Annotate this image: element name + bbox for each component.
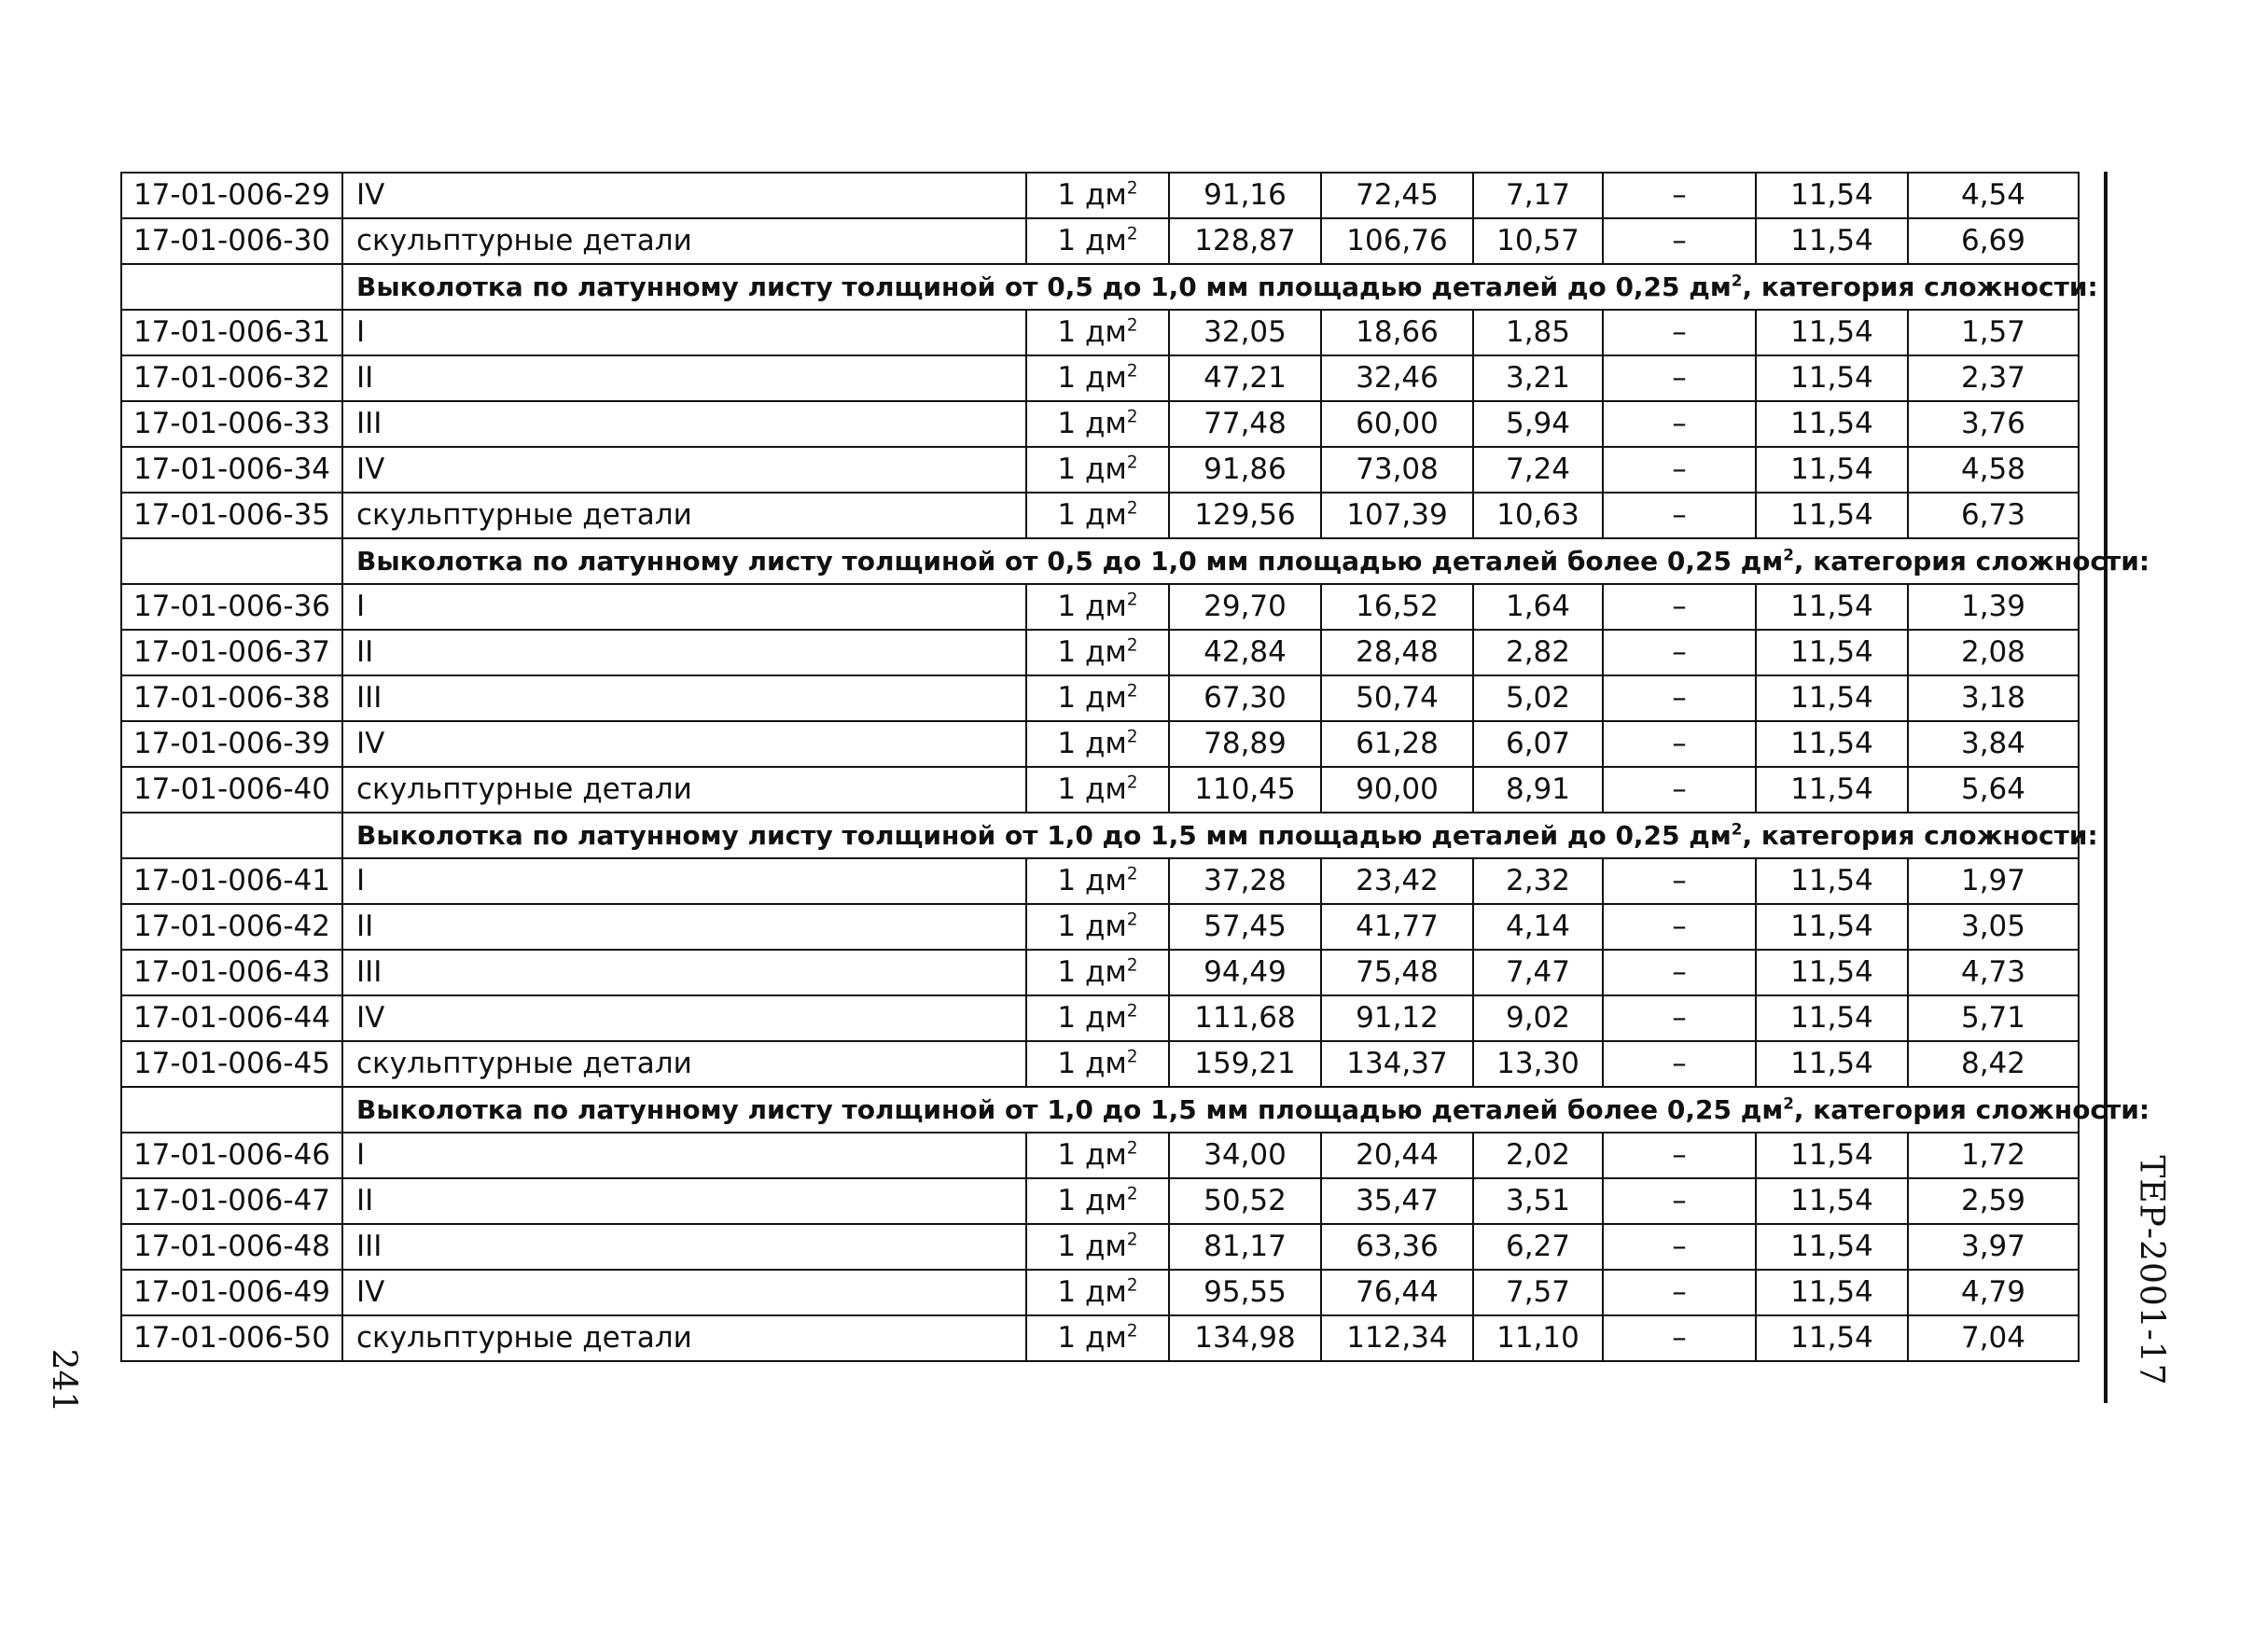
value-cell-4: – [1603, 1178, 1756, 1224]
unit-exponent: 2 [1126, 1321, 1138, 1342]
value-cell-4: – [1603, 173, 1756, 218]
section-title [342, 813, 2098, 858]
value-cell-4: – [1603, 858, 1756, 904]
unit-base: 1 дм [1057, 1047, 1127, 1080]
table-row [121, 675, 2079, 721]
unit-exponent: 2 [1126, 727, 1138, 747]
value-cell-6: 1,97 [1908, 858, 2079, 904]
unit-base: 1 дм [1057, 407, 1127, 440]
value-cell-3: 7,47 [1473, 950, 1603, 995]
value-cell-5: 11,54 [1756, 630, 1908, 675]
value-cell-1: 95,55 [1169, 1270, 1321, 1315]
unit-cell [1026, 767, 1169, 813]
section-header-row [121, 813, 2079, 858]
value-cell-3: 6,27 [1473, 1224, 1603, 1270]
value-cell-2: 106,76 [1321, 218, 1473, 264]
table-row [121, 1133, 2079, 1178]
description-cell: II [342, 630, 1026, 675]
unit-cell [1026, 1224, 1169, 1270]
value-cell-5: 11,54 [1756, 904, 1908, 950]
value-cell-3: 9,02 [1473, 995, 1603, 1041]
unit-base: 1 дм [1057, 681, 1127, 715]
table-row [121, 401, 2079, 447]
section-title-exponent: 2 [1731, 271, 1743, 290]
margin-rule [2104, 172, 2108, 1403]
value-cell-2: 20,44 [1321, 1133, 1473, 1178]
unit-cell [1026, 447, 1169, 493]
value-cell-5: 11,54 [1756, 218, 1908, 264]
value-cell-4: – [1603, 310, 1756, 355]
description-cell: III [342, 675, 1026, 721]
unit-exponent: 2 [1126, 635, 1138, 656]
description-cell: скульптурные детали [342, 1041, 1026, 1087]
unit-exponent: 2 [1126, 955, 1138, 976]
unit-base: 1 дм [1057, 452, 1127, 486]
unit-base: 1 дм [1057, 727, 1127, 760]
unit-exponent: 2 [1126, 407, 1138, 427]
value-cell-1: 29,70 [1169, 584, 1321, 630]
unit-cell [1026, 1041, 1169, 1087]
unit-base: 1 дм [1057, 361, 1127, 395]
value-cell-1: 57,45 [1169, 904, 1321, 950]
value-cell-4: – [1603, 493, 1756, 538]
value-cell-5: 11,54 [1756, 1133, 1908, 1178]
unit-exponent: 2 [1126, 315, 1138, 336]
unit-base: 1 дм [1057, 1001, 1127, 1035]
unit-cell [1026, 675, 1169, 721]
value-cell-6: 1,57 [1908, 310, 2079, 355]
value-cell-1: 47,21 [1169, 355, 1321, 401]
unit-exponent: 2 [1126, 681, 1138, 702]
section-title-text: Выколотка по латунному листу толщиной от 1,0 до 1,5 мм площадью деталей более 0,25 дм [356, 1094, 1784, 1125]
value-cell-1: 159,21 [1169, 1041, 1321, 1087]
value-cell-6: 1,39 [1908, 584, 2079, 630]
value-cell-2: 91,12 [1321, 995, 1473, 1041]
table-row [121, 904, 2079, 950]
value-cell-1: 128,87 [1169, 218, 1321, 264]
unit-exponent: 2 [1126, 1230, 1138, 1250]
unit-base: 1 дм [1057, 178, 1127, 212]
value-cell-3: 8,91 [1473, 767, 1603, 813]
unit-base: 1 дм [1057, 1184, 1127, 1217]
rate-code-cell: 17-01-006-39 [121, 721, 342, 767]
unit-cell [1026, 721, 1169, 767]
unit-cell [1026, 630, 1169, 675]
section-title-text: Выколотка по латунному листу толщиной от 0,5 до 1,0 мм площадью деталей более 0,25 дм [356, 546, 1784, 577]
value-cell-4: – [1603, 767, 1756, 813]
unit-base: 1 дм [1057, 224, 1127, 257]
value-cell-3: 1,85 [1473, 310, 1603, 355]
value-cell-5: 11,54 [1756, 173, 1908, 218]
unit-cell [1026, 310, 1169, 355]
description-cell: I [342, 584, 1026, 630]
value-cell-3: 3,51 [1473, 1178, 1603, 1224]
value-cell-5: 11,54 [1756, 355, 1908, 401]
value-cell-1: 67,30 [1169, 675, 1321, 721]
unit-cell [1026, 401, 1169, 447]
value-cell-4: – [1603, 1041, 1756, 1087]
value-cell-1: 77,48 [1169, 401, 1321, 447]
unit-cell [1026, 173, 1169, 218]
value-cell-5: 11,54 [1756, 584, 1908, 630]
description-cell: скульптурные детали [342, 1315, 1026, 1361]
unit-exponent: 2 [1126, 178, 1138, 199]
value-cell-1: 78,89 [1169, 721, 1321, 767]
value-cell-1: 34,00 [1169, 1133, 1321, 1178]
table-row [121, 630, 2079, 675]
description-cell: II [342, 1178, 1026, 1224]
rate-code-cell: 17-01-006-35 [121, 493, 342, 538]
table-row [121, 721, 2079, 767]
description-cell: IV [342, 995, 1026, 1041]
rate-code-cell: 17-01-006-45 [121, 1041, 342, 1087]
rate-code-cell: 17-01-006-36 [121, 584, 342, 630]
value-cell-2: 41,77 [1321, 904, 1473, 950]
description-cell: I [342, 310, 1026, 355]
section-title-text: Выколотка по латунному листу толщиной от 1,0 до 1,5 мм площадью деталей до 0,25 дм [356, 820, 1732, 851]
unit-cell [1026, 950, 1169, 995]
value-cell-4: – [1603, 447, 1756, 493]
value-cell-6: 4,54 [1908, 173, 2079, 218]
table-row [121, 858, 2079, 904]
value-cell-5: 11,54 [1756, 995, 1908, 1041]
table-row [121, 995, 2079, 1041]
table-row [121, 355, 2079, 401]
value-cell-5: 11,54 [1756, 401, 1908, 447]
table-row [121, 1270, 2079, 1315]
section-title-suffix: , категория сложности: [1793, 546, 2150, 577]
value-cell-3: 2,32 [1473, 858, 1603, 904]
table-row [121, 173, 2079, 218]
rate-code-cell: 17-01-006-31 [121, 310, 342, 355]
table-row [121, 310, 2079, 355]
rate-code-cell: 17-01-006-47 [121, 1178, 342, 1224]
table-row [121, 447, 2079, 493]
unit-base: 1 дм [1057, 315, 1127, 349]
value-cell-3: 10,63 [1473, 493, 1603, 538]
section-code-cell [121, 538, 342, 584]
unit-base: 1 дм [1057, 498, 1127, 532]
unit-exponent: 2 [1126, 361, 1138, 382]
section-code-cell [121, 1087, 342, 1133]
value-cell-1: 134,98 [1169, 1315, 1321, 1361]
value-cell-2: 73,08 [1321, 447, 1473, 493]
unit-cell [1026, 1315, 1169, 1361]
unit-cell [1026, 355, 1169, 401]
unit-exponent: 2 [1126, 1047, 1138, 1067]
description-cell: скульптурные детали [342, 493, 1026, 538]
table-row [121, 1178, 2079, 1224]
value-cell-6: 6,69 [1908, 218, 2079, 264]
value-cell-1: 32,05 [1169, 310, 1321, 355]
value-cell-5: 11,54 [1756, 1041, 1908, 1087]
description-cell: III [342, 1224, 1026, 1270]
value-cell-2: 23,42 [1321, 858, 1473, 904]
value-cell-5: 11,54 [1756, 767, 1908, 813]
table-row [121, 950, 2079, 995]
section-title [342, 264, 2098, 310]
rate-code-cell: 17-01-006-41 [121, 858, 342, 904]
value-cell-1: 91,16 [1169, 173, 1321, 218]
rate-code-cell: 17-01-006-32 [121, 355, 342, 401]
value-cell-5: 11,54 [1756, 675, 1908, 721]
value-cell-6: 4,79 [1908, 1270, 2079, 1315]
value-cell-6: 8,42 [1908, 1041, 2079, 1087]
value-cell-1: 110,45 [1169, 767, 1321, 813]
value-cell-6: 3,18 [1908, 675, 2079, 721]
value-cell-3: 13,30 [1473, 1041, 1603, 1087]
unit-cell [1026, 584, 1169, 630]
value-cell-6: 2,08 [1908, 630, 2079, 675]
unit-cell [1026, 493, 1169, 538]
value-cell-6: 5,71 [1908, 995, 2079, 1041]
value-cell-4: – [1603, 904, 1756, 950]
rate-code-cell: 17-01-006-29 [121, 173, 342, 218]
value-cell-6: 6,73 [1908, 493, 2079, 538]
value-cell-2: 134,37 [1321, 1041, 1473, 1087]
rate-code-cell: 17-01-006-40 [121, 767, 342, 813]
value-cell-1: 50,52 [1169, 1178, 1321, 1224]
unit-base: 1 дм [1057, 1321, 1127, 1355]
description-cell: II [342, 355, 1026, 401]
value-cell-6: 2,37 [1908, 355, 2079, 401]
value-cell-3: 4,14 [1473, 904, 1603, 950]
value-cell-4: – [1603, 1270, 1756, 1315]
value-cell-2: 112,34 [1321, 1315, 1473, 1361]
unit-exponent: 2 [1126, 864, 1138, 884]
value-cell-2: 107,39 [1321, 493, 1473, 538]
unit-cell [1026, 218, 1169, 264]
section-title-text: Выколотка по латунному листу толщиной от 0,5 до 1,0 мм площадью деталей до 0,25 дм [356, 271, 1732, 302]
unit-base: 1 дм [1057, 955, 1127, 989]
value-cell-2: 72,45 [1321, 173, 1473, 218]
description-cell: скульптурные детали [342, 767, 1026, 813]
value-cell-1: 129,56 [1169, 493, 1321, 538]
description-cell: IV [342, 721, 1026, 767]
value-cell-4: – [1603, 584, 1756, 630]
value-cell-3: 6,07 [1473, 721, 1603, 767]
rate-code-cell: 17-01-006-34 [121, 447, 342, 493]
rate-code-cell: 17-01-006-44 [121, 995, 342, 1041]
rates-table [120, 172, 2150, 1362]
value-cell-4: – [1603, 721, 1756, 767]
page-number: 241 [44, 1348, 83, 1413]
value-cell-5: 11,54 [1756, 858, 1908, 904]
description-cell: I [342, 1133, 1026, 1178]
value-cell-2: 28,48 [1321, 630, 1473, 675]
rate-code-cell: 17-01-006-30 [121, 218, 342, 264]
value-cell-6: 4,58 [1908, 447, 2079, 493]
value-cell-4: – [1603, 218, 1756, 264]
value-cell-6: 2,59 [1908, 1178, 2079, 1224]
value-cell-3: 5,94 [1473, 401, 1603, 447]
rate-code-cell: 17-01-006-50 [121, 1315, 342, 1361]
value-cell-1: 94,49 [1169, 950, 1321, 995]
value-cell-6: 3,84 [1908, 721, 2079, 767]
rate-code-cell: 17-01-006-48 [121, 1224, 342, 1270]
unit-exponent: 2 [1126, 1138, 1138, 1159]
value-cell-4: – [1603, 950, 1756, 995]
value-cell-3: 2,82 [1473, 630, 1603, 675]
value-cell-2: 16,52 [1321, 584, 1473, 630]
value-cell-1: 91,86 [1169, 447, 1321, 493]
unit-base: 1 дм [1057, 1275, 1127, 1309]
unit-base: 1 дм [1057, 772, 1127, 806]
section-title-exponent: 2 [1783, 545, 1794, 564]
value-cell-2: 32,46 [1321, 355, 1473, 401]
value-cell-4: – [1603, 995, 1756, 1041]
unit-base: 1 дм [1057, 910, 1127, 943]
unit-cell [1026, 904, 1169, 950]
value-cell-2: 35,47 [1321, 1178, 1473, 1224]
value-cell-1: 37,28 [1169, 858, 1321, 904]
unit-cell [1026, 1178, 1169, 1224]
value-cell-2: 18,66 [1321, 310, 1473, 355]
section-header-row [121, 538, 2079, 584]
value-cell-5: 11,54 [1756, 1178, 1908, 1224]
value-cell-6: 7,04 [1908, 1315, 2079, 1361]
rate-code-cell: 17-01-006-43 [121, 950, 342, 995]
description-cell: скульптурные детали [342, 218, 1026, 264]
unit-exponent: 2 [1126, 910, 1138, 930]
table-body [121, 173, 2150, 1361]
value-cell-3: 7,24 [1473, 447, 1603, 493]
description-cell: III [342, 401, 1026, 447]
table-row [121, 767, 2079, 813]
value-cell-3: 2,02 [1473, 1133, 1603, 1178]
section-title-exponent: 2 [1783, 1093, 1794, 1113]
value-cell-4: – [1603, 1224, 1756, 1270]
section-code-cell [121, 264, 342, 310]
value-cell-5: 11,54 [1756, 310, 1908, 355]
document-code-label: ТЕР-2001-17 [2132, 1155, 2171, 1386]
description-cell: III [342, 950, 1026, 995]
rate-code-cell: 17-01-006-37 [121, 630, 342, 675]
table-row [121, 218, 2079, 264]
value-cell-5: 11,54 [1756, 493, 1908, 538]
value-cell-2: 63,36 [1321, 1224, 1473, 1270]
description-cell: I [342, 858, 1026, 904]
value-cell-2: 90,00 [1321, 767, 1473, 813]
rate-code-cell: 17-01-006-38 [121, 675, 342, 721]
unit-exponent: 2 [1126, 224, 1138, 244]
value-cell-6: 3,05 [1908, 904, 2079, 950]
section-title-suffix: , категория сложности: [1742, 271, 2098, 302]
table-row [121, 1041, 2079, 1087]
unit-cell [1026, 1270, 1169, 1315]
section-header-row [121, 1087, 2079, 1133]
section-title [342, 1087, 2150, 1133]
value-cell-3: 11,10 [1473, 1315, 1603, 1361]
value-cell-1: 42,84 [1169, 630, 1321, 675]
unit-exponent: 2 [1126, 590, 1138, 610]
value-cell-6: 4,73 [1908, 950, 2079, 995]
value-cell-3: 7,57 [1473, 1270, 1603, 1315]
unit-exponent: 2 [1126, 498, 1138, 519]
value-cell-1: 81,17 [1169, 1224, 1321, 1270]
value-cell-4: – [1603, 1315, 1756, 1361]
section-title-suffix: , категория сложности: [1742, 820, 2098, 851]
value-cell-2: 61,28 [1321, 721, 1473, 767]
value-cell-4: – [1603, 1133, 1756, 1178]
table-row [121, 584, 2079, 630]
unit-exponent: 2 [1126, 1184, 1138, 1204]
unit-exponent: 2 [1126, 1275, 1138, 1296]
value-cell-5: 11,54 [1756, 1270, 1908, 1315]
value-cell-3: 10,57 [1473, 218, 1603, 264]
table-row [121, 493, 2079, 538]
value-cell-6: 1,72 [1908, 1133, 2079, 1178]
value-cell-5: 11,54 [1756, 1224, 1908, 1270]
unit-exponent: 2 [1126, 772, 1138, 793]
description-cell: IV [342, 173, 1026, 218]
value-cell-1: 111,68 [1169, 995, 1321, 1041]
value-cell-3: 7,17 [1473, 173, 1603, 218]
section-title [342, 538, 2150, 584]
section-title-exponent: 2 [1731, 819, 1743, 839]
table-row [121, 1315, 2079, 1361]
rate-code-cell: 17-01-006-33 [121, 401, 342, 447]
value-cell-2: 75,48 [1321, 950, 1473, 995]
unit-exponent: 2 [1126, 452, 1138, 473]
description-cell: IV [342, 1270, 1026, 1315]
value-cell-4: – [1603, 355, 1756, 401]
unit-base: 1 дм [1057, 635, 1127, 669]
value-cell-5: 11,54 [1756, 950, 1908, 995]
unit-base: 1 дм [1057, 1230, 1127, 1263]
value-cell-6: 3,76 [1908, 401, 2079, 447]
value-cell-4: – [1603, 630, 1756, 675]
value-cell-3: 5,02 [1473, 675, 1603, 721]
value-cell-2: 50,74 [1321, 675, 1473, 721]
value-cell-6: 5,64 [1908, 767, 2079, 813]
unit-base: 1 дм [1057, 1138, 1127, 1172]
unit-cell [1026, 1133, 1169, 1178]
rate-code-cell: 17-01-006-46 [121, 1133, 342, 1178]
section-title-suffix: , категория сложности: [1793, 1094, 2150, 1125]
value-cell-3: 1,64 [1473, 584, 1603, 630]
section-code-cell [121, 813, 342, 858]
unit-cell [1026, 858, 1169, 904]
value-cell-5: 11,54 [1756, 447, 1908, 493]
unit-base: 1 дм [1057, 864, 1127, 897]
table-row [121, 1224, 2079, 1270]
unit-exponent: 2 [1126, 1001, 1138, 1022]
value-cell-5: 11,54 [1756, 1315, 1908, 1361]
rate-code-cell: 17-01-006-42 [121, 904, 342, 950]
description-cell: IV [342, 447, 1026, 493]
value-cell-2: 60,00 [1321, 401, 1473, 447]
unit-cell [1026, 995, 1169, 1041]
unit-base: 1 дм [1057, 590, 1127, 623]
rate-code-cell: 17-01-006-49 [121, 1270, 342, 1315]
value-cell-6: 3,97 [1908, 1224, 2079, 1270]
value-cell-3: 3,21 [1473, 355, 1603, 401]
value-cell-5: 11,54 [1756, 721, 1908, 767]
value-cell-4: – [1603, 675, 1756, 721]
value-cell-4: – [1603, 401, 1756, 447]
value-cell-2: 76,44 [1321, 1270, 1473, 1315]
section-header-row [121, 264, 2079, 310]
description-cell: II [342, 904, 1026, 950]
